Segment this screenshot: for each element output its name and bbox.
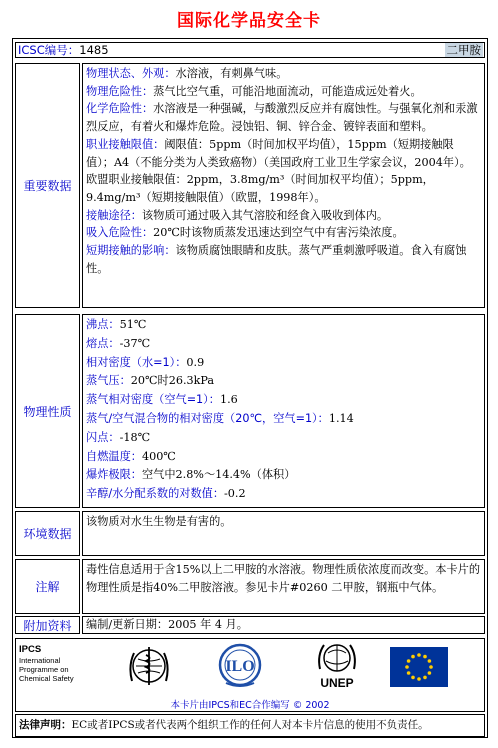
important-item: 物理危险性：蒸气比空气重，可能沿地面流动，可能造成远处着火。 — [86, 84, 422, 98]
id-row — [15, 42, 485, 58]
property-item: 沸点：51℃ — [86, 318, 147, 331]
property-item: 闪点：-18℃ — [86, 430, 151, 444]
property-item: 蒸气相对密度（空气=1）：1.6 — [86, 393, 238, 407]
property-item: 熔点：-37℃ — [86, 336, 151, 350]
legal-label: 法律声明： — [19, 719, 72, 731]
important-item: 职业接触限值：阈限值：5ppm（时间加权平均值），15ppm（短期接触限值）；A4（不能分类为人类致癌物）（美国政府工业卫生学家会议，2004年）。欧盟职业接触限值：2ppm，3.8mg/m³（时间加权平均值）；5ppm，9.4mg/m³（短期接触限值）（欧盟，1998年）。 — [86, 137, 471, 204]
card-title: 国际化学品安全卡 — [177, 11, 321, 31]
environment-section — [15, 511, 485, 556]
section-label-additional: 附加资料 — [15, 616, 80, 634]
important-item: 吸入危险性：20℃时该物质蒸发迅速达到空气中有害污染浓度。 — [86, 226, 404, 240]
icsc-label: ICSC编号： — [18, 43, 80, 57]
additional-section — [15, 616, 485, 634]
important-item: 短期接触的影响：该物质腐蚀眼睛和皮肤。蒸气严重刺激呼吸道。食入有腐蚀性。 — [86, 244, 467, 275]
icsc-value: 1485 — [79, 43, 109, 57]
unep-logo-icon — [314, 641, 360, 691]
property-item: 爆炸极限：空气中2.8%～14.4%（体积） — [86, 468, 296, 482]
safety-card — [12, 38, 488, 738]
important-item: 物理状态、外观：水溶液，有刺鼻气味。 — [86, 67, 288, 80]
section-label-notes: 注解 — [15, 559, 80, 614]
important-item: 化学危险性：水溶液是一种强碱，与酸激烈反应并有腐蚀性。与强氧化剂和汞激烈反应，有着火和爆炸危险。浸蚀铝、铜、锌合金、镀锌表面和塑料。 — [86, 102, 478, 134]
svg-text:ILO: ILO — [225, 658, 255, 675]
important-item: 接触途径：该物质可通过吸入其气溶胶和经食入吸收到体内。 — [86, 208, 389, 222]
legal-text: EC或者IPCS或者代表两个组织工作的任何人对本卡片信息的使用不负责任。 — [71, 719, 429, 731]
physical-properties-content — [82, 314, 485, 508]
section-label-important: 重要数据 — [15, 63, 80, 308]
chemical-name: 二甲胺 — [446, 43, 481, 57]
icsc-number — [18, 43, 109, 57]
section-label-environment: 环境数据 — [15, 511, 80, 556]
legal-notice — [15, 714, 485, 737]
eu-flag-icon — [390, 647, 448, 687]
who-logo-icon — [124, 641, 174, 691]
property-item: 相对密度（水=1）：0.9 — [86, 355, 205, 369]
property-item: 自燃温度：400℃ — [86, 449, 176, 463]
property-item: 辛醇/水分配系数的对数值：-0.2 — [86, 487, 246, 501]
property-item: 蒸气压：20℃时26.3kPa — [86, 374, 215, 388]
additional-content: 编制/更新日期：2005 年 4 月。 — [82, 616, 485, 634]
important-data-content — [82, 63, 485, 308]
ipcs-logo-text: IPCS International Programme on Chemical Safety — [19, 644, 74, 683]
svg-text:UNEP: UNEP — [320, 676, 354, 690]
logo-panel — [15, 638, 485, 712]
credit-line: 本卡片由IPCS和EC合作编写 © 2002 — [170, 700, 330, 711]
property-item: 蒸气/空气混合物的相对密度（20℃，空气=1）：1.14 — [86, 411, 354, 425]
notes-content: 毒性信息适用于含15%以上二甲胺的水溶液。物理性质依浓度而改变。本卡片的物理性质是指40%二甲胺溶液。参见卡片#0260 二甲胺，钢瓶中气体。 — [82, 559, 485, 614]
section-label-physical: 物理性质 — [15, 314, 80, 508]
physical-properties-section — [15, 314, 485, 508]
ilo-logo-icon — [216, 641, 264, 691]
environment-content: 该物质对水生生物是有害的。 — [82, 511, 485, 556]
important-data-section — [15, 63, 485, 308]
notes-section — [15, 559, 485, 614]
